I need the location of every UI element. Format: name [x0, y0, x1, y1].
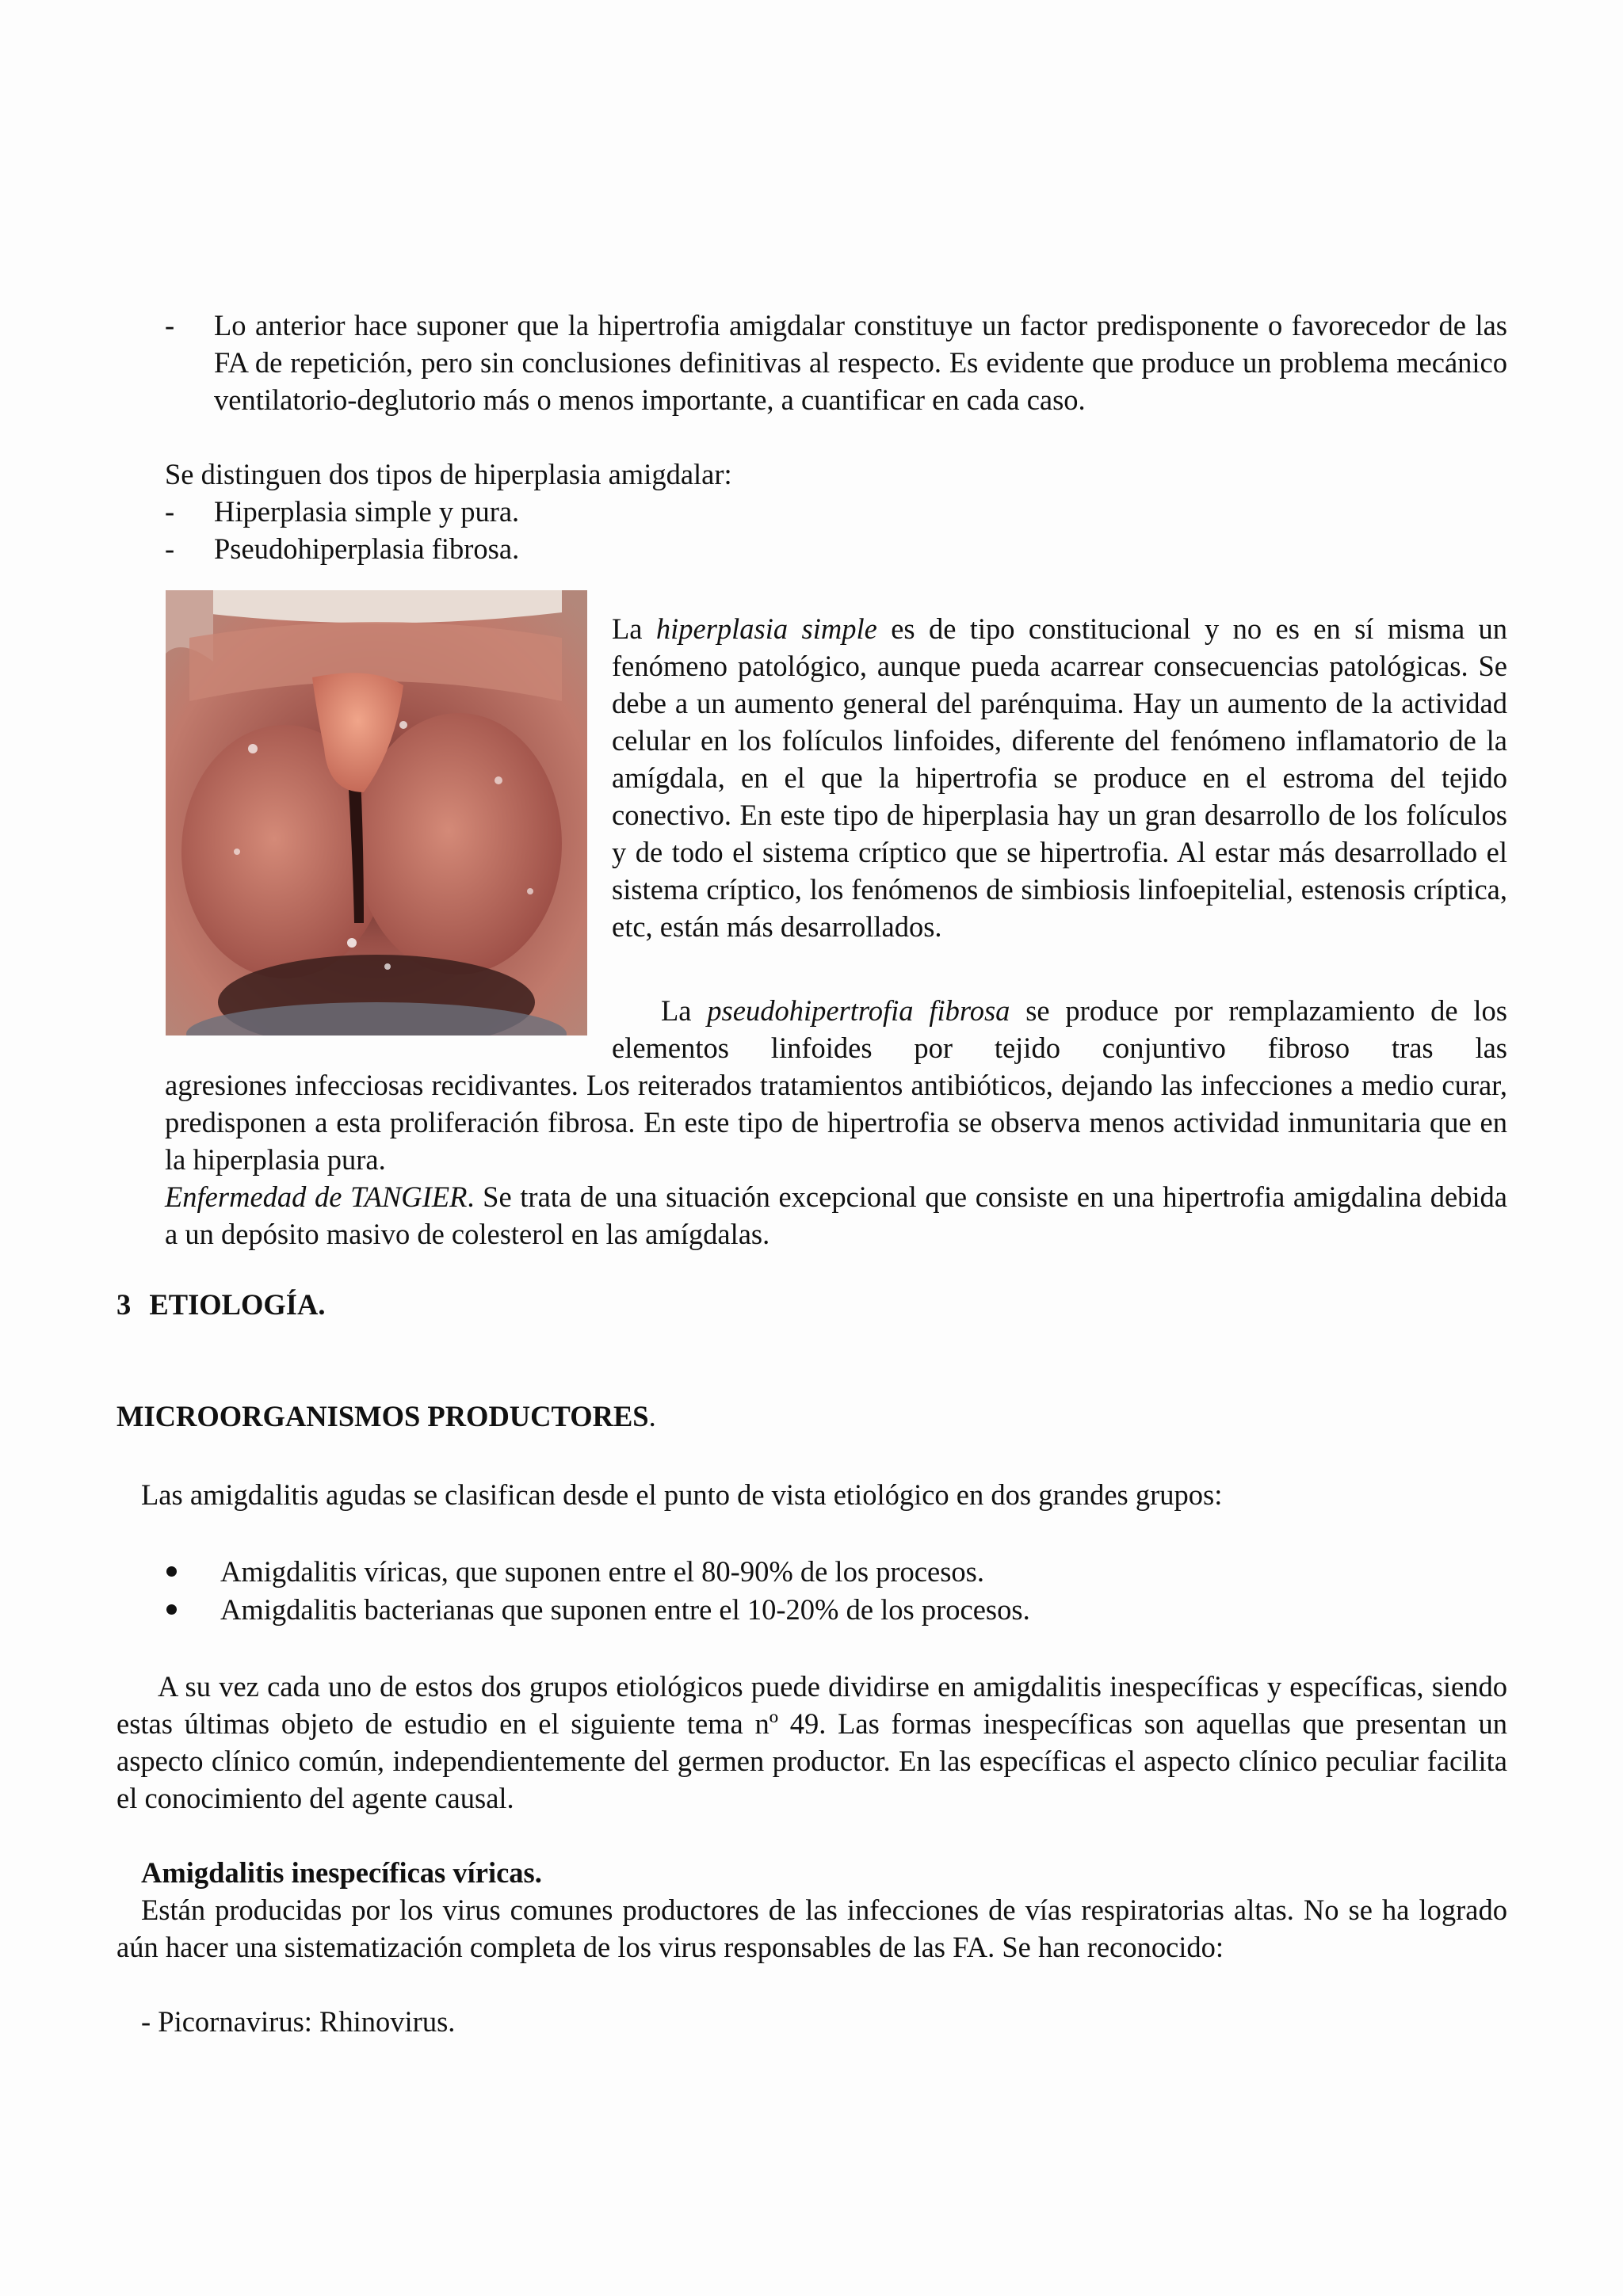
term-hiperplasia-simple: hiperplasia simple: [655, 612, 877, 645]
pseudo-paragraph-start: [612, 992, 1507, 1066]
para-body: es de tipo constitucional y no es en sí misma un fenómeno patológico, aunque pueda acarrear consecuencias patológicas. Se debe a un aumento general del parénquima. Hay un aumento de la actividad celular en los folículos linfoides, diferente del fenómeno inflamatorio de la amígdala, en el que la hipertrofia se produce en el estroma del tejido conectivo. En este tipo de hiperplasia hay un gran desarrollo de los folículos y de todo el sistema críptico que se hipertrofia. Al estar más desarrollado el sistema críptico, los fenómenos de simbiosis linfoepitelial, estenosis críptica, etc, están más desarrollados.: [612, 612, 1508, 943]
list-dash: -: [165, 495, 175, 528]
type-label: Pseudohiperplasia fibrosa.: [214, 532, 520, 565]
groups-paragraph: A su vez cada uno de estos dos grupos etiológicos puede dividirse en amigdalitis inespecíficas y específicas, siendo estas últimas objeto de estudio en el siguiente tema nº 49. Las formas inespecíficas son aquellas que presentan un aspecto clínico común, independientemente del germen productor. En las específicas el aspecto clínico peculiar facilita el conocimiento del agente causal.: [116, 1670, 1507, 1814]
type-label: Hiperplasia simple y pura.: [214, 495, 520, 528]
tonsil-photo: [166, 590, 587, 1035]
para-body: . Se trata de una situación excepcional que consiste en una hipertrofia amigdalina debida a un depósito masivo de colesterol en las amígdalas.: [165, 1180, 1507, 1250]
section-heading: [116, 1286, 325, 1323]
tangier-paragraph: [165, 1178, 1507, 1253]
list-dash: -: [165, 532, 175, 565]
hiperplasia-simple-paragraph: [612, 610, 1507, 945]
term-tangier: Enfermedad de TANGIER: [165, 1180, 468, 1213]
subsection-title: MICROORGANISMOS PRODUCTORES: [116, 1400, 649, 1432]
para-prefix: La: [612, 612, 656, 645]
bullet-icon: [166, 1566, 177, 1577]
types-intro: Se distinguen dos tipos de hiperplasia amigdalar:: [165, 458, 732, 490]
section-number: 3: [116, 1288, 132, 1321]
term-pseudohipertrofia: pseudohipertrofia fibrosa: [707, 994, 1010, 1027]
para-body: se produce por remplazamiento de los elementos linfoides por tejido conjuntivo fibroso tras las: [612, 994, 1507, 1064]
viricas-list-item: - Picornavirus: Rhinovirus.: [141, 2005, 456, 2038]
list-dash: -: [165, 309, 175, 341]
subsection-tail: .: [648, 1400, 656, 1432]
classification-intro: Las amigdalitis agudas se clasifican desde el punto de vista etiológico en dos grandes grupos:: [141, 1478, 1223, 1511]
subsection-heading: [116, 1398, 656, 1435]
pseudo-paragraph-continuation: agresiones infecciosas recidivantes. Los reiterados tratamientos antibióticos, dejando las infecciones a medio curar, predisponen a esta proliferación fibrosa. En este tipo de hipertrofia se observa menos actividad inmunitaria que en la hiperplasia pura.: [165, 1069, 1507, 1176]
tonsil-photo-image: [166, 590, 587, 1035]
para-prefix: La: [661, 994, 708, 1027]
group-label: Amigdalitis víricas, que suponen entre el 80-90% de los procesos.: [220, 1555, 984, 1588]
group-label: Amigdalitis bacterianas que suponen entre el 10-20% de los procesos.: [220, 1593, 1030, 1626]
viricas-paragraph: Están producidas por los virus comunes productores de las infecciones de vías respiratorias altas. No se ha logrado aún hacer una sistematización completa de los virus responsables de las FA. Se han reconocido:: [116, 1894, 1507, 1963]
intro-paragraph: Lo anterior hace suponer que la hipertrofia amigdalar constituye un factor predisponente o favorecedor de las FA de repetición, pero sin conclusiones definitivas al respecto. Es evidente que produce un problema mecánico ventilatorio-deglutorio más o menos importante, a cuantificar en cada caso.: [214, 309, 1507, 416]
viricas-heading: Amigdalitis inespecíficas víricas.: [141, 1856, 542, 1889]
section-title: ETIOLOGÍA.: [149, 1288, 326, 1321]
bullet-icon: [166, 1604, 177, 1615]
